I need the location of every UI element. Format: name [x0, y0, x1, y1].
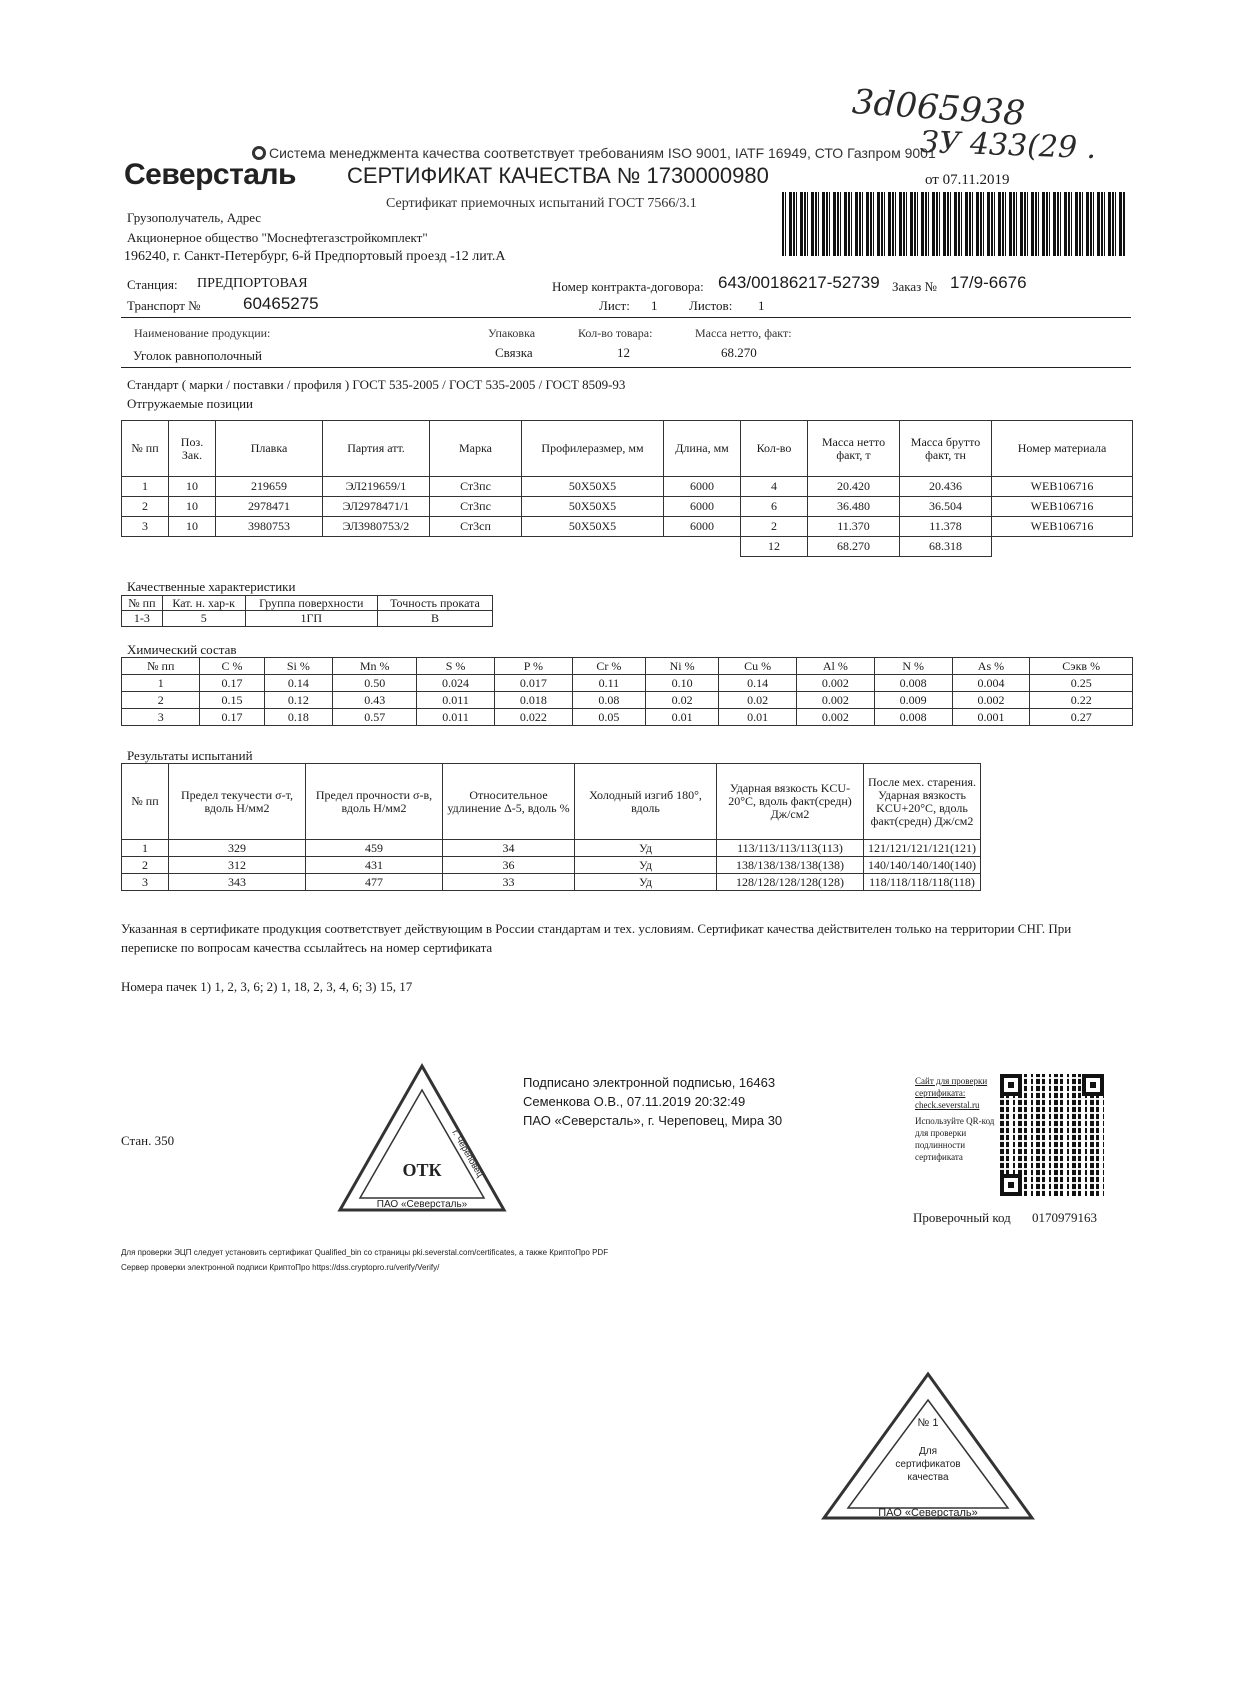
chemistry-label: Химический состав: [127, 642, 237, 657]
stamp2-mid-2: сертификатов: [895, 1459, 961, 1470]
cell: 0.08: [572, 692, 645, 709]
col-header: Масса брутто факт, тн: [900, 421, 992, 477]
cell: 140/140/140/140(140): [864, 857, 981, 874]
cell: WEB106716: [992, 477, 1133, 497]
cell: WEB106716: [992, 517, 1133, 537]
cell: 0.008: [874, 709, 952, 726]
certificate-subtitle: Сертификат приемочных испытаний ГОСТ 7566/3.1: [386, 196, 697, 211]
cell: 2978471: [216, 497, 323, 517]
footer-line-2: Сервер проверки электронной подписи КриптоПро https://dss.cryptopro.ru/verify/Verify/: [121, 1263, 440, 1272]
cell: 1: [122, 675, 200, 692]
cell: 0.01: [645, 709, 718, 726]
cell: Ст3пс: [430, 477, 522, 497]
cell: 329: [169, 840, 306, 857]
quality-table: [121, 595, 493, 627]
cell: 0.024: [417, 675, 495, 692]
col-header: Номер материала: [992, 421, 1133, 477]
cell: 431: [306, 857, 443, 874]
cell: 0.11: [572, 675, 645, 692]
col-header: Партия атт.: [323, 421, 430, 477]
col-header: Cr %: [572, 658, 645, 675]
col-header: Ni %: [645, 658, 718, 675]
consignee-address: 196240, г. Санкт-Петербург, 6-й Предпортовый проезд -12 лит.А: [124, 249, 506, 264]
cell: 0.14: [719, 675, 797, 692]
qr-hint: Используйте QR-код для проверки подлинности сертификата: [915, 1116, 995, 1162]
cell: 2: [122, 857, 169, 874]
cell: 0.15: [200, 692, 264, 709]
certificates-stamp: [818, 1370, 1038, 1522]
total-gross: 68.318: [900, 537, 992, 557]
qr-finder: [1000, 1174, 1022, 1196]
qr-finder: [1082, 1074, 1104, 1096]
cell: 6000: [664, 477, 741, 497]
pack-value: Связка: [495, 345, 533, 360]
cell: 0.001: [952, 709, 1030, 726]
col-header: Si %: [264, 658, 333, 675]
col-header: Марка: [430, 421, 522, 477]
cell: 0.22: [1030, 692, 1133, 709]
cell: 33: [443, 874, 575, 891]
col-header: № пп: [122, 658, 200, 675]
cell: 138/138/138/138(138): [717, 857, 864, 874]
cell: 2: [122, 497, 169, 517]
qr-site-label: Сайт для проверки: [915, 1076, 988, 1086]
quality-header-row: [122, 596, 493, 611]
product-name: Уголок равнополочный: [133, 348, 262, 363]
cell: 1: [122, 477, 169, 497]
cell: 50X50X5: [522, 477, 664, 497]
cell: 4: [741, 477, 808, 497]
tests-label: Результаты испытаний: [127, 748, 253, 763]
standard-text: Стандарт ( марки / поставки / профиля ) ГОСТ 535-2005 / ГОСТ 535-2005 / ГОСТ 8509-93: [127, 377, 626, 392]
cell: [122, 537, 741, 557]
cell: ЭЛ3980753/2: [323, 517, 430, 537]
col-header: № пп: [122, 764, 169, 840]
divider: [121, 367, 1131, 368]
stamp2-mid-3: качества: [907, 1472, 949, 1483]
cell: Уд: [575, 840, 717, 857]
col-header: Холодный изгиб 180°, вдоль: [575, 764, 717, 840]
cell: 20.436: [900, 477, 992, 497]
cell: 0.18: [264, 709, 333, 726]
cell: 0.017: [494, 675, 572, 692]
qr-finder: [1000, 1074, 1022, 1096]
check-code-value: 0170979163: [1032, 1210, 1097, 1225]
col-header: После мех. старения. Ударная вязкость KCU+20°C, вдоль факт(средн) Дж/см2: [864, 764, 981, 840]
cell: 128/128/128/128(128): [717, 874, 864, 891]
cell: 36: [443, 857, 575, 874]
qty-label: Кол-во товара:: [578, 326, 653, 340]
cell: WEB106716: [992, 497, 1133, 517]
sheets-label: Листов:: [689, 298, 733, 313]
col-header: Профилеразмер, мм: [522, 421, 664, 477]
col-header: Точность проката: [377, 596, 492, 611]
cell: 6000: [664, 497, 741, 517]
quality-label: Качественные характеристики: [127, 579, 296, 594]
cell: 477: [306, 874, 443, 891]
transport-value: 60465275: [243, 294, 319, 313]
col-header: Кол-во: [741, 421, 808, 477]
mill-stand: Стан. 350: [121, 1133, 175, 1148]
stamp2-mid-1: Для: [918, 1446, 938, 1457]
table-row: [122, 857, 981, 874]
cell: ЭЛ2978471/1: [323, 497, 430, 517]
sheet-value: 1: [651, 298, 658, 313]
footer-line-1: Для проверки ЭЦП следует установить сертификат Qualified_bin со страницы pki.severstal.com/certificates, а также КриптоПро PDF: [121, 1248, 609, 1257]
table-row: [122, 709, 1133, 726]
stamp2-bottom: ПАО «Северсталь»: [878, 1507, 978, 1519]
cell: [992, 537, 1133, 557]
cell: 36.480: [808, 497, 900, 517]
mass-value: 68.270: [721, 345, 757, 360]
stamp2-top-text: № 1: [917, 1417, 939, 1429]
cell: 0.05: [572, 709, 645, 726]
col-header: Плавка: [216, 421, 323, 477]
cell: 3: [122, 517, 169, 537]
col-header: C %: [200, 658, 264, 675]
compliance-note: Указанная в сертификате продукция соответствует действующим в России стандартам и тех. условиям. Сертификат качества действителен только на территории СНГ. При переписке по вопросам качества ссылайтесь на номер сертификата: [121, 921, 1072, 955]
tests-header-row: [122, 764, 981, 840]
chemistry-header-row: [122, 658, 1133, 675]
table-row: [122, 692, 1133, 709]
cell: 0.57: [333, 709, 417, 726]
col-header: Длина, мм: [664, 421, 741, 477]
total-net: 68.270: [808, 537, 900, 557]
col-header: Al %: [796, 658, 874, 675]
cell: 2: [741, 517, 808, 537]
total-qty: 12: [741, 537, 808, 557]
otk-stamp: [334, 1060, 510, 1216]
cell: 1-3: [122, 611, 163, 627]
cell: B: [377, 611, 492, 627]
stamp-otk-text: ОТК: [402, 1160, 442, 1180]
cell: 0.02: [645, 692, 718, 709]
certificate-title: СЕРТИФИКАТ КАЧЕСТВА № 1730000980: [347, 163, 769, 188]
table-row: [122, 840, 981, 857]
cell: 0.022: [494, 709, 572, 726]
consignee-name: Акционерное общество "Моснефтегазстройкомплект": [127, 230, 428, 245]
station-value: ПРЕДПОРТОВАЯ: [197, 276, 308, 291]
mass-label: Масса нетто, факт:: [695, 326, 792, 340]
signature-line-2: Семенкова О.В., 07.11.2019 20:32:49: [523, 1094, 746, 1109]
cell: 10: [169, 497, 216, 517]
cell: 3: [122, 709, 200, 726]
cell: 118/118/118/118(118): [864, 874, 981, 891]
cell: 50X50X5: [522, 497, 664, 517]
qty-value: 12: [617, 345, 630, 360]
col-header: Кат. н. хар-к: [162, 596, 245, 611]
contract-label: Номер контракта-договора:: [552, 279, 704, 294]
cell: 0.17: [200, 675, 264, 692]
cell: 6: [741, 497, 808, 517]
col-header: Относительное удлинение Δ-5, вдоль %: [443, 764, 575, 840]
col-header: Mn %: [333, 658, 417, 675]
cell: 1: [122, 840, 169, 857]
cell: 0.011: [417, 709, 495, 726]
packs-note: Номера пачек 1) 1, 2, 3, 6; 2) 1, 18, 2, 3, 4, 6; 3) 15, 17: [121, 979, 413, 994]
signature-line-3: ПАО «Северсталь», г. Череповец, Мира 30: [523, 1113, 783, 1128]
cell: 0.009: [874, 692, 952, 709]
handwritten-number-2: ЗУ 433(29 .: [919, 124, 1097, 167]
col-header: Предел прочности σ-в, вдоль Н/мм2: [306, 764, 443, 840]
cell: 0.02: [719, 692, 797, 709]
cell: ЭЛ219659/1: [323, 477, 430, 497]
col-header: Ударная вязкость KCU-20°C, вдоль факт(средн) Дж/см2: [717, 764, 864, 840]
cell: 0.43: [333, 692, 417, 709]
chemistry-table: [121, 657, 1133, 726]
cell: 36.504: [900, 497, 992, 517]
cell: 343: [169, 874, 306, 891]
col-header: As %: [952, 658, 1030, 675]
cell: 113/113/113/113(113): [717, 840, 864, 857]
col-header: Предел текучести σ-т, вдоль Н/мм2: [169, 764, 306, 840]
cell: 0.50: [333, 675, 417, 692]
cell: 3980753: [216, 517, 323, 537]
positions-header-row: [122, 421, 1133, 477]
qr-site-url[interactable]: check.severstal.ru: [915, 1100, 980, 1110]
positions-label: Отгружаемые позиции: [127, 396, 253, 411]
cell: 10: [169, 517, 216, 537]
cell: 0.10: [645, 675, 718, 692]
sheets-value: 1: [758, 298, 765, 313]
iso-compliance-text: Система менеджмента качества соответствует требованиям ISO 9001, IATF 16949, СТО Газпром 9001: [252, 145, 936, 161]
cell: Уд: [575, 874, 717, 891]
col-header: N %: [874, 658, 952, 675]
qr-site-info: [915, 1075, 1005, 1163]
col-header: № пп: [122, 596, 163, 611]
cell: 6000: [664, 517, 741, 537]
cell: 11.378: [900, 517, 992, 537]
table-row: [122, 675, 1133, 692]
cell: Ст3пс: [430, 497, 522, 517]
cell: 0.002: [796, 675, 874, 692]
col-header: P %: [494, 658, 572, 675]
cell: 0.12: [264, 692, 333, 709]
cell: 3: [122, 874, 169, 891]
divider: [121, 317, 1131, 318]
col-header: Поз. Зак.: [169, 421, 216, 477]
cell: 459: [306, 840, 443, 857]
stamp-outer-triangle: [340, 1066, 504, 1210]
barcode: [782, 192, 1126, 256]
qr-site-text: сертификата:: [915, 1088, 966, 1098]
cell: 0.14: [264, 675, 333, 692]
handwritten-number-1: 3d065938: [850, 82, 1027, 134]
stamp-bottom-text: ПАО «Северсталь»: [376, 1199, 468, 1210]
col-header: № пп: [122, 421, 169, 477]
consignee-label: Грузополучатель, Адрес: [127, 210, 262, 225]
cell: 1ГП: [245, 611, 377, 627]
cell: 0.002: [796, 692, 874, 709]
cell: 20.420: [808, 477, 900, 497]
tests-table: [121, 763, 981, 891]
col-header: S %: [417, 658, 495, 675]
cell: 121/121/121/121(121): [864, 840, 981, 857]
pack-label: Упаковка: [488, 326, 536, 340]
check-code-label: Проверочный код: [913, 1210, 1011, 1225]
station-label: Станция:: [127, 277, 178, 292]
cell: 0.27: [1030, 709, 1133, 726]
table-row: [122, 874, 981, 891]
cell: 0.01: [719, 709, 797, 726]
cell: 0.011: [417, 692, 495, 709]
positions-table: [121, 420, 1133, 557]
table-row: [122, 477, 1133, 497]
cell: 0.17: [200, 709, 264, 726]
cell: 50X50X5: [522, 517, 664, 537]
contract-value: 643/00186217-52739: [718, 273, 880, 292]
cell: 312: [169, 857, 306, 874]
cell: 0.018: [494, 692, 572, 709]
col-header: Сэкв %: [1030, 658, 1133, 675]
cell: 0.002: [952, 692, 1030, 709]
total-row: [122, 537, 1133, 557]
col-header: Группа поверхности: [245, 596, 377, 611]
cell: 34: [443, 840, 575, 857]
cell: 0.25: [1030, 675, 1133, 692]
certificate-date: от 07.11.2019: [925, 172, 1010, 188]
sheet-label: Лист:: [599, 298, 630, 313]
order-label: Заказ №: [892, 279, 937, 294]
stamp-side-text: г. Череповец: [450, 1128, 486, 1179]
cell: 2: [122, 692, 200, 709]
order-value: 17/9-6676: [950, 273, 1027, 292]
cell: 10: [169, 477, 216, 497]
cell: Ст3сп: [430, 517, 522, 537]
cell: 0.002: [796, 709, 874, 726]
table-row: [122, 611, 493, 627]
cell: 0.004: [952, 675, 1030, 692]
transport-label: Транспорт №: [127, 298, 201, 313]
cell: 219659: [216, 477, 323, 497]
table-row: [122, 517, 1133, 537]
cell: 11.370: [808, 517, 900, 537]
col-header: Масса нетто факт, т: [808, 421, 900, 477]
signature-line-1: Подписано электронной подписью, 16463: [523, 1075, 776, 1090]
table-row: [122, 497, 1133, 517]
cell: 0.008: [874, 675, 952, 692]
product-name-label: Наименование продукции:: [134, 326, 271, 340]
cell: 5: [162, 611, 245, 627]
severstal-logo: Северсталь: [124, 158, 296, 191]
col-header: Cu %: [719, 658, 797, 675]
cell: Уд: [575, 857, 717, 874]
